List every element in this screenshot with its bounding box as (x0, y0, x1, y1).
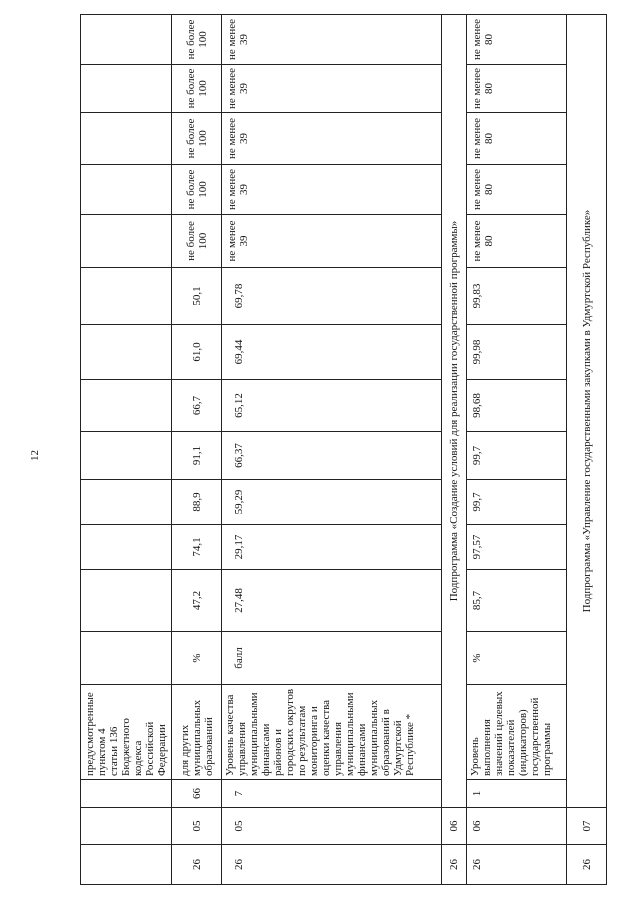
value-cell: 61,0 (172, 325, 222, 380)
subprogram-code-cell: 06 (442, 808, 467, 845)
target-cell: не менее 80 (467, 65, 567, 113)
target-cell: не более 100 (172, 113, 222, 165)
empty-cell (81, 632, 172, 685)
value-cell: 66,7 (172, 380, 222, 432)
target-cell: не более 100 (172, 165, 222, 215)
indicator-number-cell: 66 (172, 780, 222, 808)
empty-cell (81, 808, 172, 845)
empty-cell (81, 570, 172, 632)
gp-code-cell: 26 (467, 845, 567, 885)
empty-cell (81, 525, 172, 570)
value-cell: 47,2 (172, 570, 222, 632)
gp-code-cell: 26 (172, 845, 222, 885)
value-cell: 74,1 (172, 525, 222, 570)
page-number: 12 (29, 450, 41, 461)
target-cell: не более 100 (172, 15, 222, 65)
empty-cell (81, 380, 172, 432)
value-cell: 66,37 (222, 432, 442, 480)
value-cell: 97,57 (467, 525, 567, 570)
target-cell: не менее 39 (222, 65, 442, 113)
target-cell: не менее 39 (222, 165, 442, 215)
indicator-name-cell: Уровень качества управления муниципальными финансами районов и городских округов по результатам мониторинга и оценки качества управления муниципальными финансами муниципальных образований в Удмуртской Республике * (222, 685, 442, 780)
empty-cell (81, 113, 172, 165)
indicator-name-cell: предусмотренные пунктом 4 статьи 136 Бюджетного кодекса Российской Федерации (81, 685, 172, 780)
value-cell: 69,78 (222, 268, 442, 325)
target-cell: не более 100 (172, 65, 222, 113)
value-cell: 59,29 (222, 480, 442, 525)
target-cell: не менее 39 (222, 15, 442, 65)
subprogram-code-cell: 05 (222, 808, 442, 845)
unit-cell: % (172, 632, 222, 685)
value-cell: 85,7 (467, 570, 567, 632)
value-cell: 69,44 (222, 325, 442, 380)
empty-cell (81, 65, 172, 113)
table-row (467, 15, 567, 885)
value-cell: 98,68 (467, 380, 567, 432)
value-cell: 99,7 (467, 480, 567, 525)
indicator-number-cell: 7 (222, 780, 442, 808)
gp-code-cell: 26 (567, 845, 607, 885)
value-cell: 99,83 (467, 268, 567, 325)
indicator-name-cell: Уровень выполнения значений целевых показателей (индикаторов) государственной программы (467, 685, 567, 780)
gp-code-cell: 26 (222, 845, 442, 885)
target-cell: не менее 80 (467, 15, 567, 65)
table-row (81, 15, 172, 885)
target-cell: не менее 80 (467, 165, 567, 215)
empty-cell (81, 325, 172, 380)
target-cell: не менее 80 (467, 113, 567, 165)
value-cell: 99,98 (467, 325, 567, 380)
gp-code-cell: 26 (442, 845, 467, 885)
value-cell: 99,7 (467, 432, 567, 480)
table-row (222, 15, 442, 885)
unit-cell: балл (222, 632, 442, 685)
unit-cell: % (467, 632, 567, 685)
empty-cell (81, 780, 172, 808)
subprogram-title-cell: Подпрограмма «Создание условий для реализации государственной программы» (442, 15, 467, 808)
value-cell: 29,17 (222, 525, 442, 570)
indicator-number-cell: 1 (467, 780, 567, 808)
value-cell: 65,12 (222, 380, 442, 432)
empty-cell (81, 432, 172, 480)
empty-cell (81, 165, 172, 215)
subprogram-code-cell: 07 (567, 808, 607, 845)
value-cell: 88,9 (172, 480, 222, 525)
table-row (442, 15, 467, 885)
value-cell: 27,48 (222, 570, 442, 632)
target-cell: не менее 39 (222, 215, 442, 268)
empty-cell (81, 845, 172, 885)
subprogram-code-cell: 05 (172, 808, 222, 845)
empty-cell (81, 215, 172, 268)
target-cell: не менее 80 (467, 215, 567, 268)
empty-cell (81, 268, 172, 325)
empty-cell (81, 15, 172, 65)
target-cell: не менее 39 (222, 113, 442, 165)
subprogram-code-cell: 06 (467, 808, 567, 845)
subprogram-title-cell: Подпрограмма «Управление государственными закупками в Удмуртской Республике» (567, 15, 607, 808)
table-row (567, 15, 607, 885)
value-cell: 50,1 (172, 268, 222, 325)
empty-cell (81, 480, 172, 525)
target-cell: не более 100 (172, 215, 222, 268)
indicators-table (80, 14, 607, 885)
table-row (172, 15, 222, 885)
indicator-name-cell: для других муниципальных образований (172, 685, 222, 780)
value-cell: 91,1 (172, 432, 222, 480)
